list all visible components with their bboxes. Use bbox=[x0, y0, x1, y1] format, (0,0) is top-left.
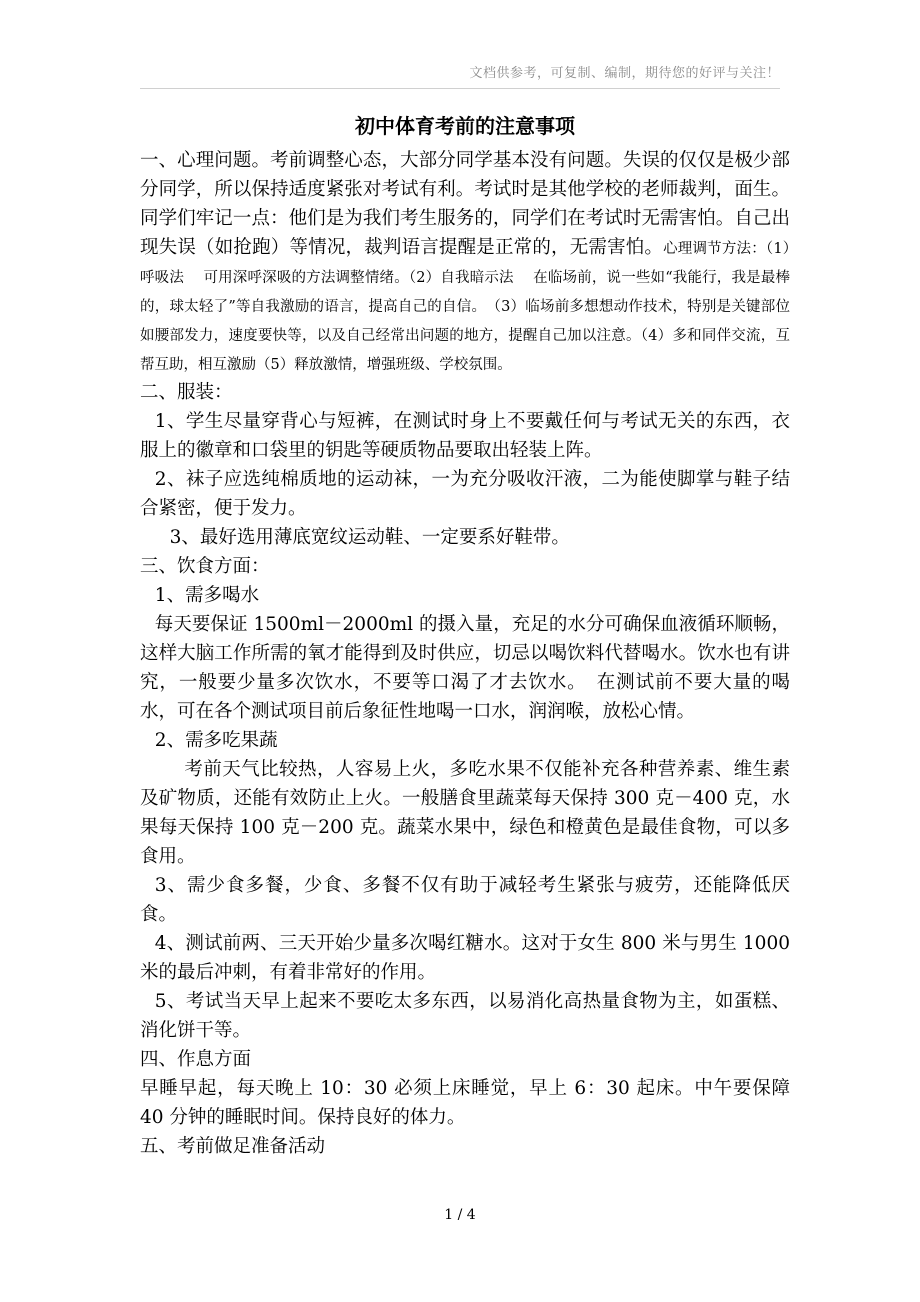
section-1-paragraph bbox=[140, 146, 790, 378]
section-2-heading: 二、服装： bbox=[140, 382, 233, 403]
section-3-sub2-title: 2、需多吃果蔬 bbox=[154, 730, 278, 751]
header-note: 文档供参考，可复制、编制，期待您的好评与关注！ bbox=[469, 66, 780, 81]
section-4-body: 早睡早起，每天晚上 10：30 必须上床睡觉，早上 6：30 起床。中午要保障 40 分钟的睡眠时间。保持良好的体力。 bbox=[140, 1078, 790, 1128]
document-title: 初中体育考前的注意事项 bbox=[355, 114, 575, 138]
document-body bbox=[140, 112, 790, 1161]
section-3-sub2-body: 考前天气比较热，人容易上火，多吃水果不仅能补充各种营养素、维生素及矿物质，还能有效防止上火。一般膳食里蔬菜每天保持 300 克－400 克，水果每天保持 100 克－200 克。蔬菜水果中，绿色和橙黄色是最佳食物，可以多食用。 bbox=[140, 759, 790, 867]
page-number: 1 / 4 bbox=[444, 1207, 476, 1223]
section-2-item-3: 3、最好选用薄底宽纹运动鞋、一定要系好鞋带。 bbox=[169, 527, 570, 548]
section-3-heading: 三、饮食方面： bbox=[140, 556, 270, 577]
section-2-item-1: 1、学生尽量穿背心与短裤，在测试时身上不要戴任何与考试无关的东西，衣服上的徽章和口袋里的钥匙等硬质物品要取出轻装上阵。 bbox=[140, 411, 790, 461]
section-3-sub1-body: 每天要保证 1500ml－2000ml 的摄入量，充足的水分可确保血液循环顺畅，这样大脑工作所需的氧才能得到及时供应，切忌以喝饮料代替喝水。饮水也有讲究，一般要少量多次饮水，不要等口渴了才去饮水。 在测试前不要大量的喝水，可在各个测试项目前后象征性地喝一口水，润润喉，放松心情。 bbox=[140, 614, 790, 722]
header-divider bbox=[140, 88, 780, 89]
section-4-heading: 四、作息方面 bbox=[140, 1049, 252, 1070]
section-2-item-2: 2、袜子应选纯棉质地的运动袜，一为充分吸收汗液，二为能使脚掌与鞋子结合紧密，便于发力。 bbox=[140, 469, 790, 519]
section-3-sub1-title: 1、需多喝水 bbox=[154, 585, 260, 606]
section-1-lead: 一、心理问题。考前调整心态，大部分同学基本没有问题。失误的仅仅是极少部分同学，所以保持适度紧张对考试有利。考试时是其他学校的老师裁判，面生。同学们牢记一点：他们是为我们考生服务的，同学们在考试时无需害怕。自己出现失误（如抢跑）等情况，裁判语言提醒是正常的，无需害怕。 bbox=[140, 150, 790, 258]
section-5-heading: 五、考前做足准备活动 bbox=[140, 1136, 326, 1157]
section-3-sub3: 3、需少食多餐，少食、多餐不仅有助于减轻考生紧张与疲劳，还能降低厌食。 bbox=[140, 875, 790, 925]
section-1-methods: 心理调节方法：（1）呼吸法 可用深呼深吸的方法调整情绪。（2）自我暗示法 在临场前，说一些如“我能行，我是最棒的，球太轻了”等自我激励的语言，提高自己的自信。 （3）临场前多想想动作技术，特别是关键部位如腰部发力，速度要快等，以及自己经常出问题的地方，提醒自己加以注意。（4）多和同伴交流，互帮互助，相互激励（5）释放激情，增强班级、学校氛围。 bbox=[140, 241, 790, 373]
section-3-sub5: 5、考试当天早上起来不要吃太多东西，以易消化高热量食物为主，如蛋糕、消化饼干等。 bbox=[140, 991, 790, 1041]
section-3-sub4: 4、测试前两、三天开始少量多次喝红糖水。这对于女生 800 米与男生 1000 米的最后冲刺，有着非常好的作用。 bbox=[140, 933, 790, 983]
